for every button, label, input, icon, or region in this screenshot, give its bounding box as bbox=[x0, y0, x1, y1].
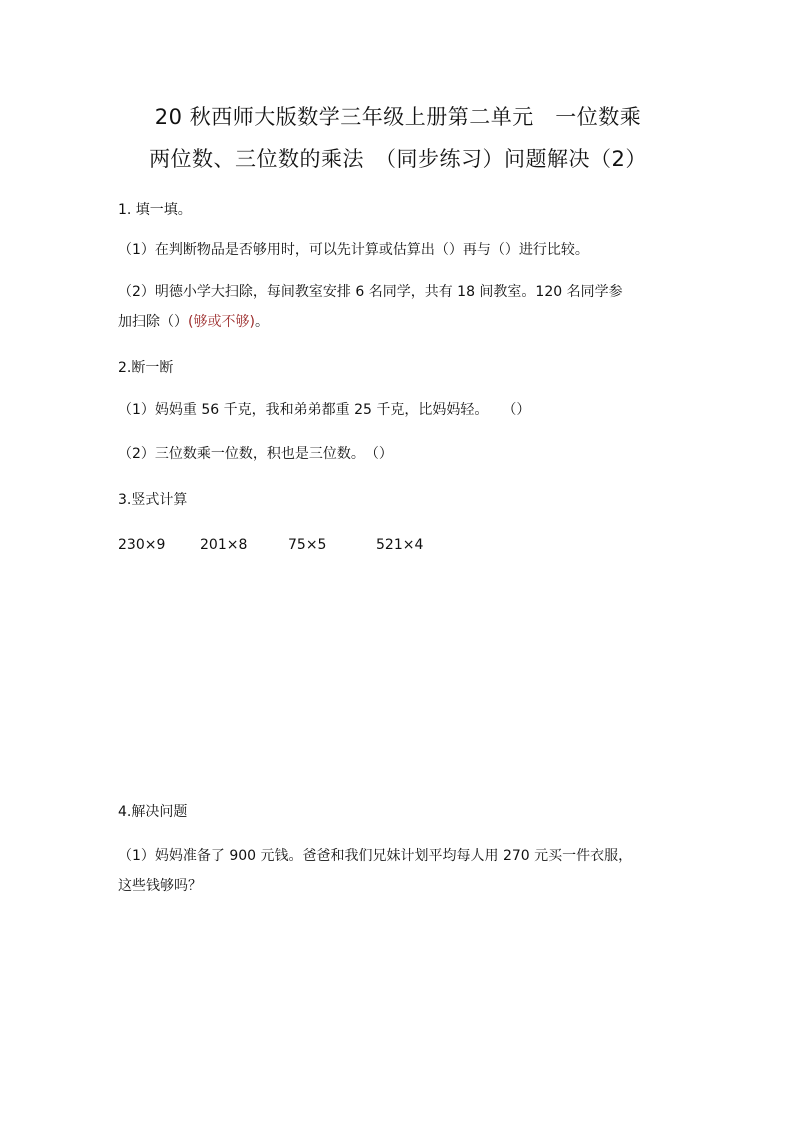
calculation-problem: 201×8 bbox=[200, 537, 248, 553]
worksheet-title-line-1: 20 秋西师大版数学三年级上册第二单元 一位数乘 bbox=[154, 105, 642, 129]
calculation-problem: 75×5 bbox=[288, 537, 327, 553]
section-4-question-1-line-1: （1）妈妈准备了 900 元钱。爸爸和我们兄妹计划平均每人用 270 元买一件衣服， bbox=[118, 848, 633, 864]
question-2-prefix: 加扫除（） bbox=[118, 314, 188, 330]
section-1-question-2-line-2 bbox=[118, 312, 269, 332]
question-2-suffix: 。 bbox=[254, 314, 269, 330]
section-2-question-2: （2）三位数乘一位数，积也是三位数。 （） bbox=[118, 446, 393, 462]
calculation-problem: 230×9 bbox=[118, 537, 166, 553]
section-1-question-1: （1）在判断物品是否够用时，可以先计算或估算出（）再与（）进行比较。 bbox=[118, 242, 589, 258]
calculation-problem: 521×4 bbox=[376, 537, 424, 553]
worksheet-title-line-2: 两位数、三位数的乘法 （同步练习）问题解决（2） bbox=[149, 147, 647, 171]
section-1-question-2-line-1: （2）明德小学大扫除，每间教室安排 6 名同学，共有 18 间教室。120 名同学参 bbox=[118, 284, 623, 300]
section-2-heading: 2.断一断 bbox=[118, 360, 174, 376]
answer-hint: (够或不够) bbox=[188, 314, 255, 330]
section-2-question-1: （1）妈妈重 56 千克，我和弟弟都重 25 千克，比妈妈轻。 （） bbox=[118, 402, 531, 418]
section-4-question-1-line-2: 这些钱够吗？ bbox=[118, 878, 202, 894]
section-1-heading: 1. 填一填。 bbox=[118, 202, 192, 218]
section-4-heading: 4.解决问题 bbox=[118, 804, 188, 820]
section-3-heading: 3.竖式计算 bbox=[118, 492, 188, 508]
